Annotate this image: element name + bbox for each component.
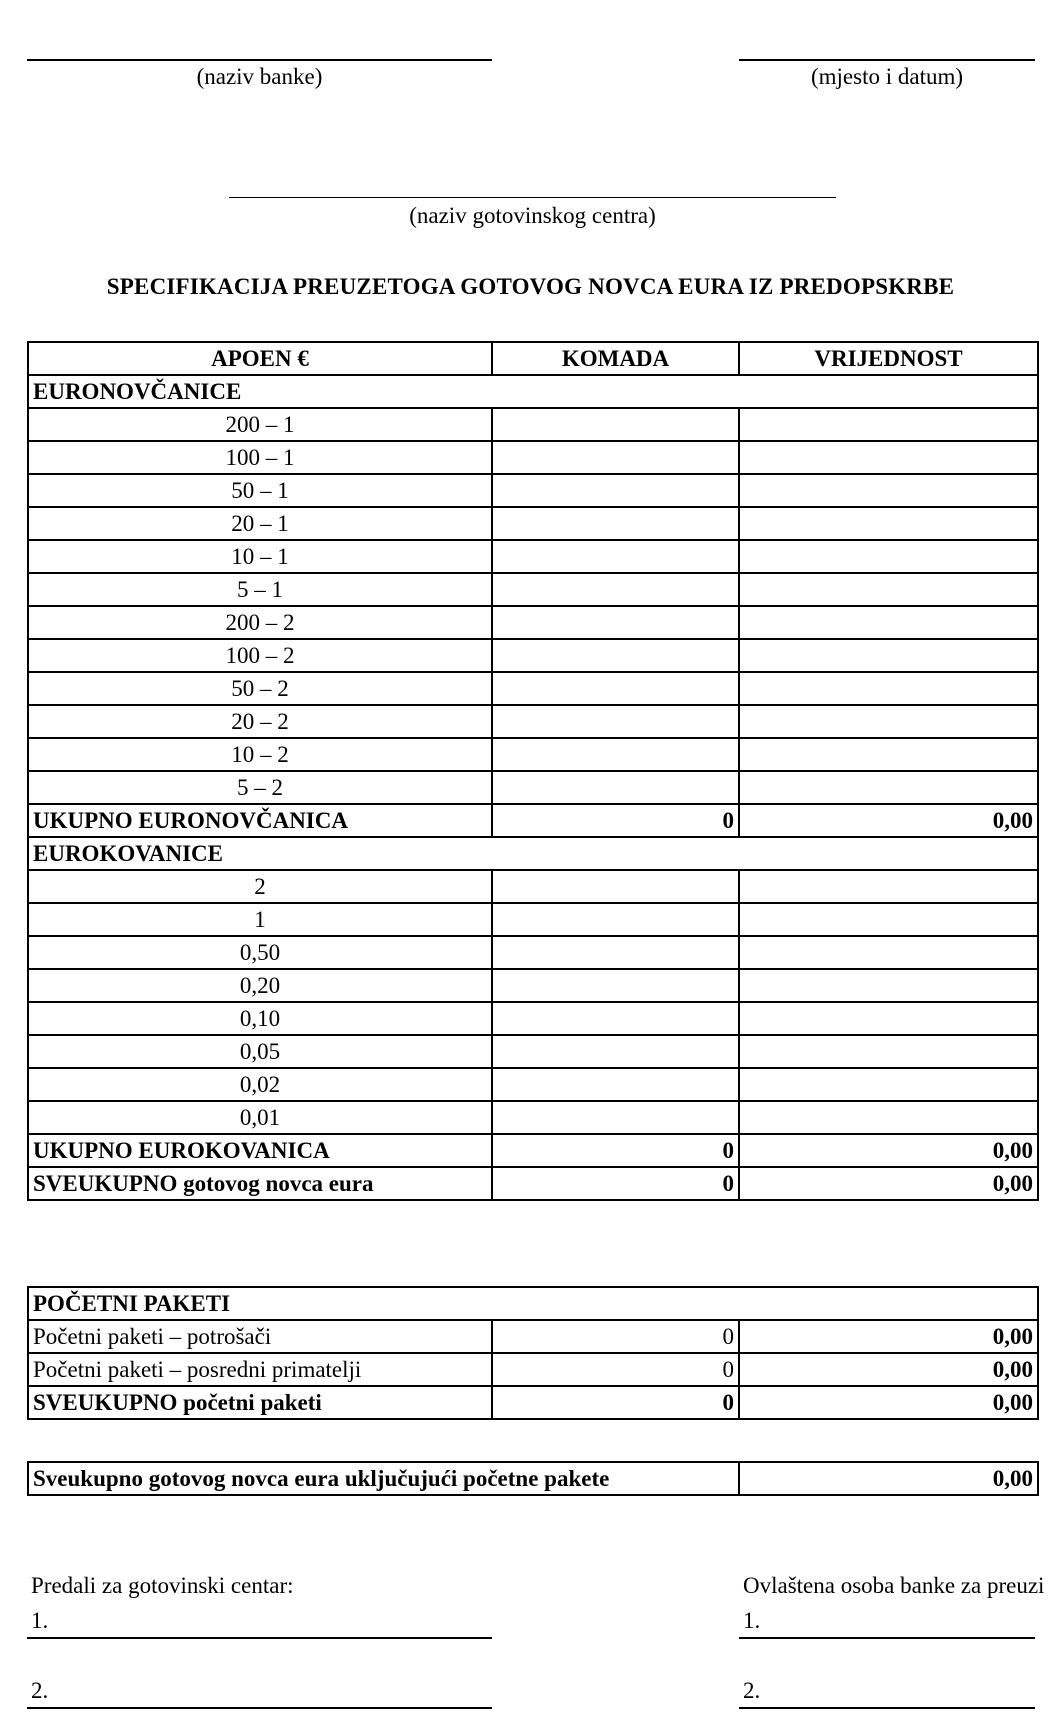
value-cell[interactable]: [739, 639, 1038, 672]
pieces-cell[interactable]: [492, 1101, 739, 1134]
handover-label: Predali za gotovinski centar:: [31, 1573, 294, 1598]
pieces-cell[interactable]: [492, 606, 739, 639]
denomination-cell: 5 – 1: [28, 573, 492, 606]
value-cell[interactable]: [739, 672, 1038, 705]
table-row: [28, 1068, 1038, 1101]
table-row: [28, 1101, 1038, 1134]
value-cell[interactable]: [739, 870, 1038, 903]
pack-value: 0,00: [739, 1320, 1038, 1353]
denomination-cell: 200 – 2: [28, 606, 492, 639]
table-row: [28, 639, 1038, 672]
place-date-label: (mjesto i datum): [810, 64, 964, 89]
denomination-cell: 20 – 2: [28, 705, 492, 738]
table-row: [28, 903, 1038, 936]
pieces-cell[interactable]: [492, 771, 739, 804]
value-cell[interactable]: [739, 1101, 1038, 1134]
value-cell[interactable]: [739, 738, 1038, 771]
handover-signature-line-1[interactable]: [27, 1637, 492, 1639]
total-label: SVEUKUPNO početni paketi: [28, 1386, 492, 1419]
table-row: [28, 540, 1038, 573]
section-title-banknotes: EURONOVČANICE: [28, 375, 1038, 408]
grand-total-row: [28, 1167, 1038, 1200]
pieces-cell[interactable]: [492, 573, 739, 606]
pieces-cell[interactable]: [492, 870, 739, 903]
bank-authorized-number-1: 1.: [743, 1608, 761, 1633]
denomination-cell: 0,02: [28, 1068, 492, 1101]
table-row: [28, 936, 1038, 969]
value-cell[interactable]: [739, 705, 1038, 738]
section-row-banknotes: [28, 375, 1038, 408]
pieces-cell[interactable]: [492, 441, 739, 474]
table-row: [28, 969, 1038, 1002]
table-row: [28, 606, 1038, 639]
col-header-denomination: APOEN €: [28, 342, 492, 375]
pack-pieces: 0: [492, 1353, 739, 1386]
total-pieces: 0: [492, 1134, 739, 1167]
value-cell[interactable]: [739, 936, 1038, 969]
table-row: [28, 1035, 1038, 1068]
pieces-cell[interactable]: [492, 738, 739, 771]
bank-name-line: [27, 59, 492, 61]
denomination-cell: 10 – 2: [28, 738, 492, 771]
denomination-cell: 50 – 2: [28, 672, 492, 705]
total-value: 0,00: [739, 804, 1038, 837]
pieces-cell[interactable]: [492, 1068, 739, 1101]
pieces-cell[interactable]: [492, 903, 739, 936]
denomination-cell: 5 – 2: [28, 771, 492, 804]
overall-total-label: Sveukupno gotovog novca eura uključujući početne pakete: [28, 1462, 739, 1495]
value-cell[interactable]: [739, 441, 1038, 474]
cash-center-label: (naziv gotovinskog centra): [409, 203, 656, 228]
starter-packs-table: [27, 1286, 1039, 1420]
pieces-cell[interactable]: [492, 1035, 739, 1068]
section-row-coins: [28, 837, 1038, 870]
value-cell[interactable]: [739, 474, 1038, 507]
value-cell[interactable]: [739, 606, 1038, 639]
section-title-starter-packs: POČETNI PAKETI: [28, 1287, 1038, 1320]
total-label: UKUPNO EUROKOVANICA: [28, 1134, 492, 1167]
cash-center-line: [229, 197, 836, 198]
overall-total-row: [28, 1462, 1038, 1495]
total-label: UKUPNO EURONOVČANICA: [28, 804, 492, 837]
grand-total-pieces: 0: [492, 1167, 739, 1200]
overall-total-table: [27, 1461, 1039, 1496]
value-cell[interactable]: [739, 540, 1038, 573]
denomination-cell: 1: [28, 903, 492, 936]
value-cell[interactable]: [739, 507, 1038, 540]
handover-signature-line-2[interactable]: [27, 1707, 492, 1709]
denomination-cell: 20 – 1: [28, 507, 492, 540]
section-row-starter-packs: [28, 1287, 1038, 1320]
table-row: [28, 474, 1038, 507]
total-value: 0,00: [739, 1134, 1038, 1167]
denomination-cell: 200 – 1: [28, 408, 492, 441]
total-row-coins: [28, 1134, 1038, 1167]
denomination-cell: 0,05: [28, 1035, 492, 1068]
place-date-line: [739, 59, 1035, 61]
handover-number-2: 2.: [31, 1678, 49, 1703]
denomination-cell: 0,20: [28, 969, 492, 1002]
pieces-cell[interactable]: [492, 936, 739, 969]
pieces-cell[interactable]: [492, 969, 739, 1002]
bank-authorized-signature-line-1[interactable]: [739, 1637, 1035, 1639]
table-row: [28, 705, 1038, 738]
table-row: [28, 738, 1038, 771]
table-row: [28, 408, 1038, 441]
denomination-cell: 100 – 2: [28, 639, 492, 672]
value-cell[interactable]: [739, 1035, 1038, 1068]
value-cell[interactable]: [739, 903, 1038, 936]
denomination-cell: 100 – 1: [28, 441, 492, 474]
pack-label: Početni paketi – posredni primatelji: [28, 1353, 492, 1386]
overall-total-value: 0,00: [739, 1462, 1038, 1495]
pieces-cell[interactable]: [492, 639, 739, 672]
total-value: 0,00: [739, 1386, 1038, 1419]
value-cell[interactable]: [739, 771, 1038, 804]
pack-label: Početni paketi – potrošači: [28, 1320, 492, 1353]
pieces-cell[interactable]: [492, 507, 739, 540]
grand-total-value: 0,00: [739, 1167, 1038, 1200]
denomination-cell: 2: [28, 870, 492, 903]
pieces-cell[interactable]: [492, 540, 739, 573]
section-title-coins: EUROKOVANICE: [28, 837, 1038, 870]
table-header-row: [28, 342, 1038, 375]
pieces-cell[interactable]: [492, 408, 739, 441]
col-header-value: VRIJEDNOST: [739, 342, 1038, 375]
total-pieces: 0: [492, 804, 739, 837]
value-cell[interactable]: [739, 573, 1038, 606]
denomination-cell: 50 – 1: [28, 474, 492, 507]
bank-name-label: (naziv banke): [196, 64, 323, 89]
table-row: [28, 1353, 1038, 1386]
table-row: [28, 1320, 1038, 1353]
table-row: [28, 870, 1038, 903]
table-row: [28, 771, 1038, 804]
value-cell[interactable]: [739, 1002, 1038, 1035]
pack-pieces: 0: [492, 1320, 739, 1353]
banknotes-coins-table: [27, 341, 1039, 1201]
pieces-cell[interactable]: [492, 1002, 739, 1035]
value-cell[interactable]: [739, 1068, 1038, 1101]
table-row: [28, 573, 1038, 606]
total-pieces: 0: [492, 1386, 739, 1419]
document-title: SPECIFIKACIJA PREUZETOGA GOTOVOG NOVCA EURA IZ PREDOPSKRBE: [106, 274, 955, 299]
col-header-pieces: KOMADA: [492, 342, 739, 375]
bank-authorized-signature-line-2[interactable]: [739, 1707, 1035, 1709]
table-row: [28, 672, 1038, 705]
pieces-cell[interactable]: [492, 672, 739, 705]
table-row: [28, 1002, 1038, 1035]
denomination-cell: 0,50: [28, 936, 492, 969]
denomination-cell: 0,01: [28, 1101, 492, 1134]
denomination-cell: 0,10: [28, 1002, 492, 1035]
bank-authorized-label: Ovlaštena osoba banke za preuzi: [743, 1573, 1045, 1598]
value-cell[interactable]: [739, 969, 1038, 1002]
pack-value: 0,00: [739, 1353, 1038, 1386]
denomination-cell: 10 – 1: [28, 540, 492, 573]
total-row-starter-packs: [28, 1386, 1038, 1419]
pieces-cell[interactable]: [492, 705, 739, 738]
value-cell[interactable]: [739, 408, 1038, 441]
pieces-cell[interactable]: [492, 474, 739, 507]
bank-authorized-number-2: 2.: [743, 1678, 761, 1703]
table-row: [28, 441, 1038, 474]
total-row-banknotes: [28, 804, 1038, 837]
grand-total-label: SVEUKUPNO gotovog novca eura: [28, 1167, 492, 1200]
handover-number-1: 1.: [31, 1608, 49, 1633]
table-row: [28, 507, 1038, 540]
